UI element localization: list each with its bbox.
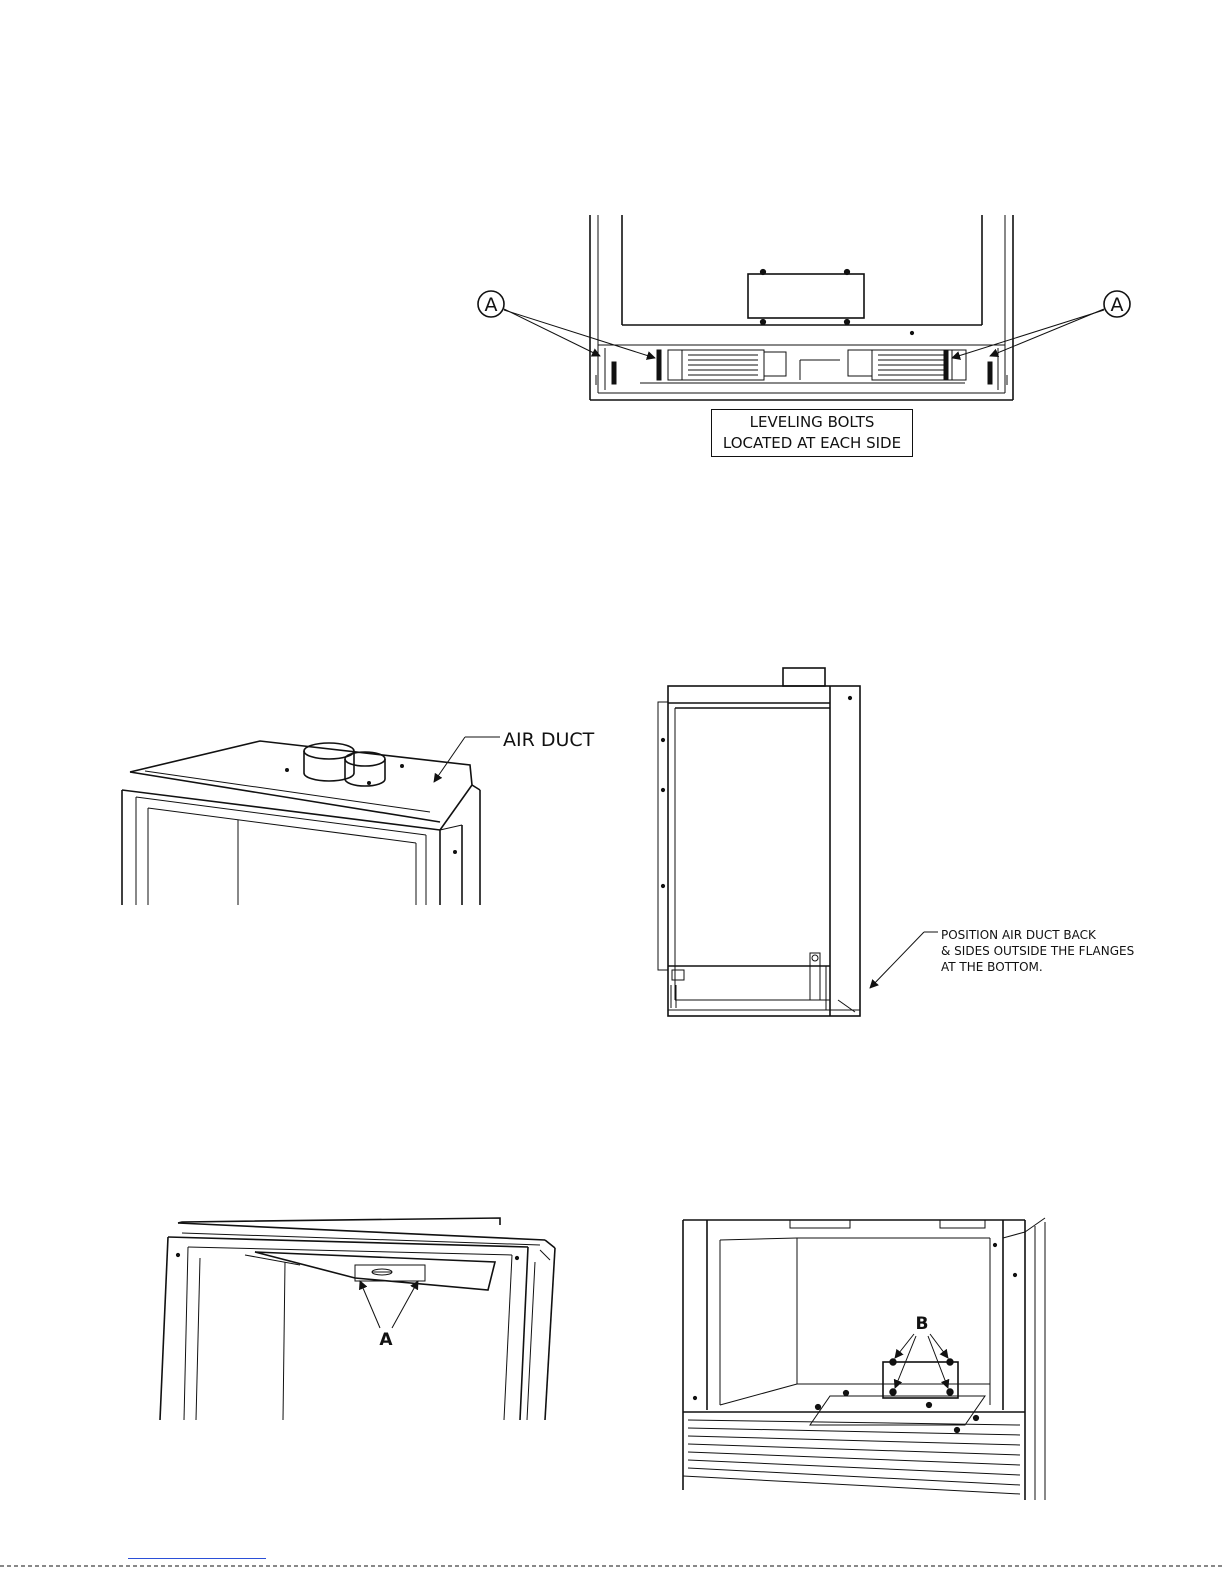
figure5-fireplace-firebox-front <box>683 1218 1045 1500</box>
figure3-pointer <box>870 932 938 988</box>
air-duct-position-note <box>941 927 1161 975</box>
air-duct-note-line1: POSITION AIR DUCT BACK <box>941 928 1096 942</box>
air-duct-note-line2: & SIDES OUTSIDE THE FLANGES <box>941 944 1135 958</box>
figure3-fireplace-side-view <box>658 668 860 1016</box>
footer-link-underline <box>128 1558 266 1559</box>
figure4-callout-a <box>360 1281 418 1350</box>
leveling-bolts-line2: LOCATED AT EACH SIDE <box>722 434 902 452</box>
figure4-callout-a-text: A <box>379 1330 393 1350</box>
figure2-fireplace-isometric-top <box>122 741 480 905</box>
leveling-bolts-note <box>711 409 913 457</box>
figure5-callout-b <box>895 1314 948 1388</box>
callout-a-right-text: A <box>1110 294 1124 316</box>
figure2-air-duct-label <box>434 729 595 782</box>
figure1-fireplace-front-bottom <box>590 215 1013 400</box>
air-duct-note-line3: AT THE BOTTOM. <box>941 960 1043 974</box>
figure4-fireplace-isometric-underside <box>160 1218 555 1420</box>
callout-a-left-text: A <box>484 294 498 316</box>
figure5-callout-b-text: B <box>915 1314 929 1334</box>
air-duct-text: AIR DUCT <box>503 729 595 751</box>
leveling-bolts-line1: LEVELING BOLTS <box>749 413 875 431</box>
